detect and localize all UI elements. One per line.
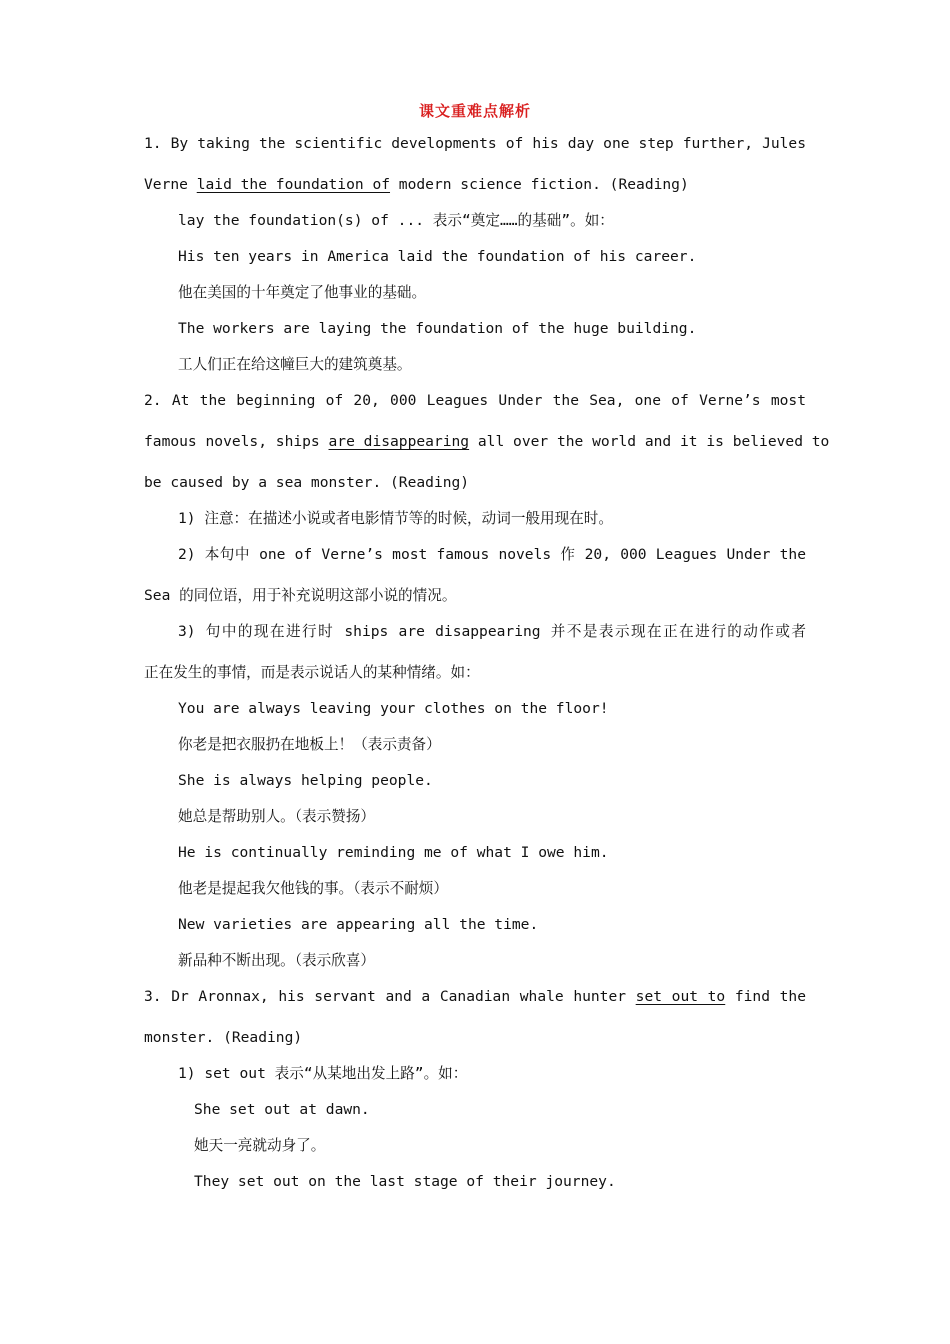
- item-3-line-1: [144, 987, 806, 1007]
- page-title: 课文重难点解析: [418, 102, 531, 120]
- example-sentence: You are always leaving your clothes on the floor!: [178, 700, 609, 717]
- example-sentence: He is continually reminding me of what I owe him.: [178, 844, 609, 861]
- example-sentence: They set out on the last stage of their journey.: [194, 1173, 616, 1190]
- note-2: 2) 本句中 one of Verne’s most famous novels 作 20, 000 Leagues Under the: [178, 546, 806, 563]
- item-1-line-1: 1. By taking the scientific developments of his day one step further, Jules: [144, 135, 806, 152]
- text-span: all over the world and it is believed to: [469, 433, 830, 450]
- item-2-line-3: be caused by a sea monster. (Reading): [144, 474, 470, 491]
- example-translation: 她总是帮助别人。（表示赞扬）: [178, 808, 376, 825]
- item-3-line-2: monster. (Reading): [144, 1029, 303, 1046]
- text-span: find the: [725, 988, 806, 1005]
- item-2-line-1: 2. At the beginning of 20, 000 Leagues Under the Sea, one of Verne’s most: [144, 392, 806, 409]
- underlined-phrase: set out to: [635, 988, 726, 1005]
- text-span: 3. Dr Aronnax, his servant and a Canadian whale hunter: [144, 988, 636, 1005]
- note-3-cont: 正在发生的事情，而是表示说话人的某种情绪。如：: [144, 664, 480, 681]
- example-sentence: New varieties are appearing all the time.: [178, 916, 539, 933]
- note-1: 1) 注意：在描述小说或者电影情节等的时候，动词一般用现在时。: [178, 510, 613, 527]
- example-translation: 你老是把衣服扔在地板上！（表示责备）: [178, 736, 441, 753]
- example-sentence: She is always helping people.: [178, 772, 433, 789]
- example-translation: 他在美国的十年奠定了他事业的基础。: [178, 284, 427, 301]
- underlined-phrase: are disappearing: [328, 433, 470, 450]
- item-1-line-2: [144, 175, 689, 195]
- example-translation: 他老是提起我欠他钱的事。（表示不耐烦）: [178, 880, 448, 897]
- example-sentence: She set out at dawn.: [194, 1101, 370, 1118]
- note-2-cont: Sea 的同位语，用于补充说明这部小说的情况。: [144, 587, 457, 604]
- text-span: Verne: [144, 176, 197, 193]
- example-sentence: The workers are laying the foundation of the huge building.: [178, 320, 697, 337]
- text-span: famous novels, ships: [144, 433, 329, 450]
- text-span: modern science fiction. (Reading): [390, 176, 689, 193]
- example-translation: 工人们正在给这幢巨大的建筑奠基。: [178, 356, 412, 373]
- example-translation: 新品种不断出现。（表示欣喜）: [178, 952, 376, 969]
- note-1: 1) set out 表示“从某地出发上路”。如：: [178, 1065, 468, 1082]
- underlined-phrase: laid the foundation of: [196, 176, 391, 193]
- example-sentence: His ten years in America laid the foundation of his career.: [178, 248, 697, 265]
- example-translation: 她天一亮就动身了。: [194, 1137, 326, 1154]
- item-2-line-2: [144, 432, 830, 452]
- item-1-explanation: lay the foundation(s) of ... 表示“奠定……的基础”。如：: [178, 212, 614, 229]
- note-3: 3) 句中的现在进行时 ships are disappearing 并不是表示现在正在进行的动作或者: [178, 623, 806, 640]
